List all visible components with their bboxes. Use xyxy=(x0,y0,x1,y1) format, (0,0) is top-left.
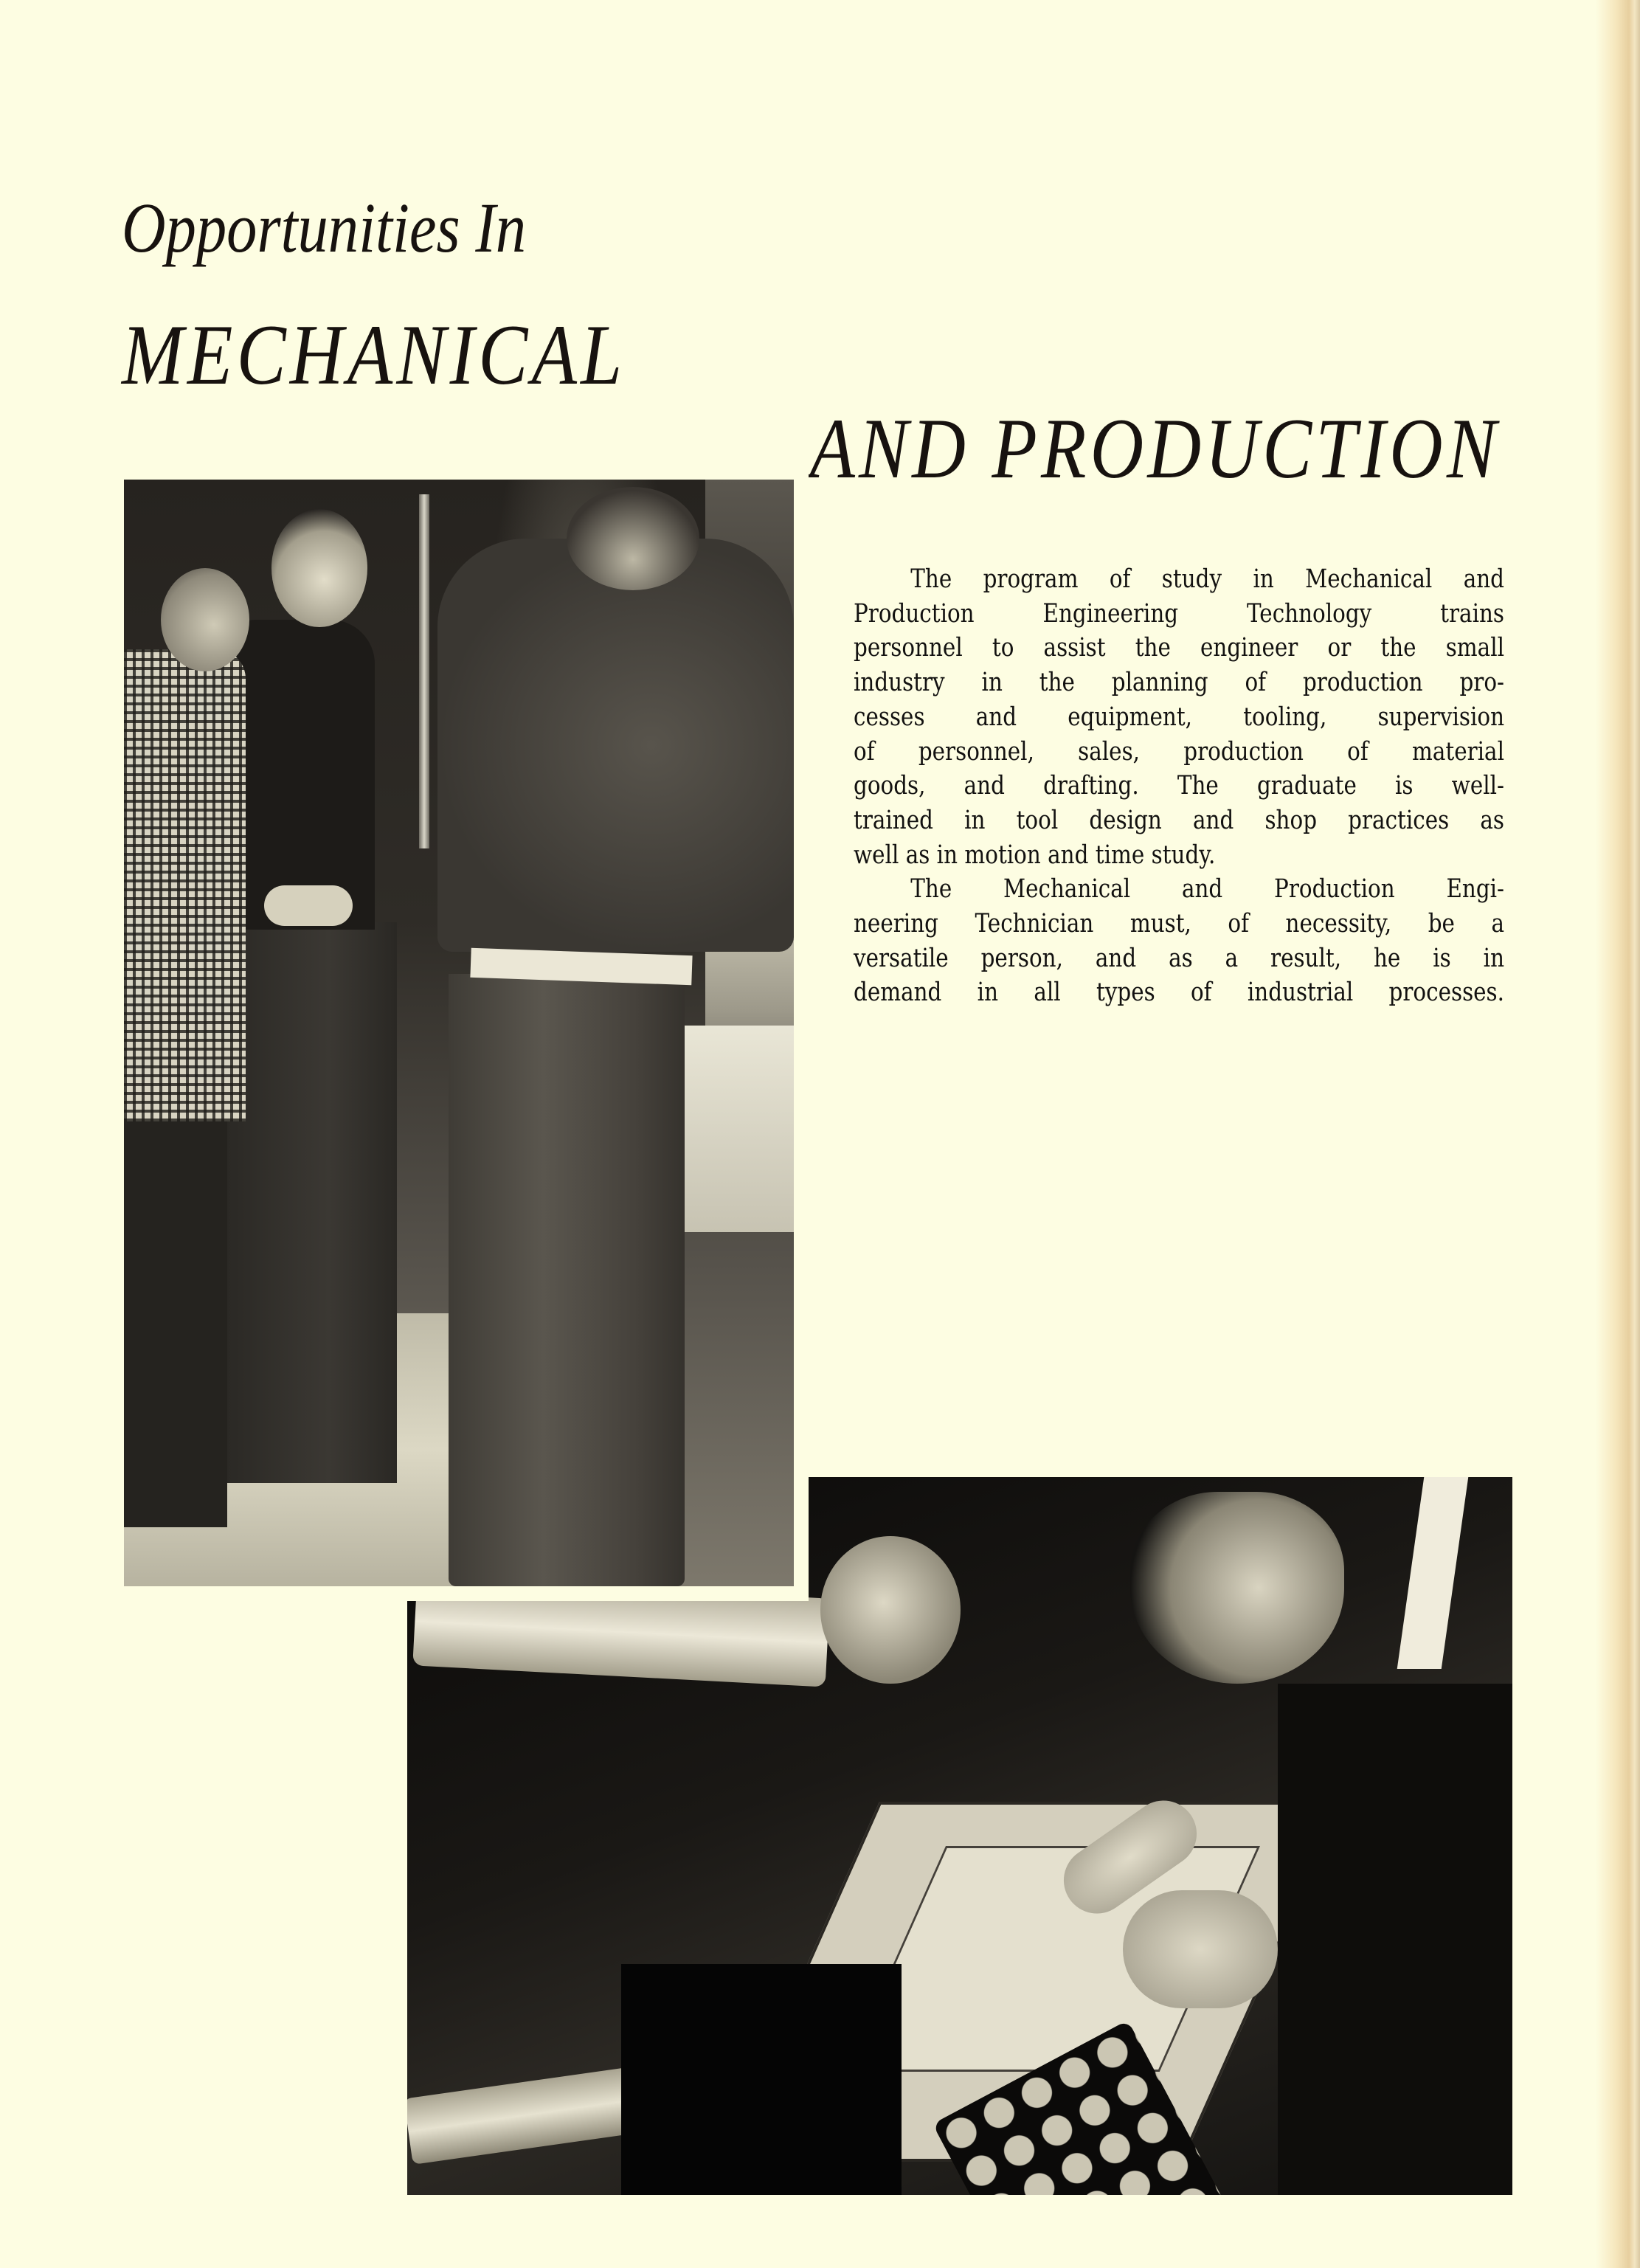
body-line: The Mechanical and Production Engi- xyxy=(910,874,1504,905)
man-middle-head xyxy=(271,509,367,627)
body-line: The program of study in Mechanical and xyxy=(910,564,1504,594)
man-right-legs xyxy=(449,974,685,1586)
machine-bench xyxy=(668,1026,794,1232)
title-line-and-production: AND PRODUCTION xyxy=(809,401,1500,497)
body-line: personnel to assist the engineer or the small xyxy=(854,633,1504,663)
body-line: Production Engineering Technology trains xyxy=(854,598,1504,629)
body-line: versatile person, and as a result, he is in xyxy=(854,943,1504,973)
man-right-sweater xyxy=(437,539,794,952)
body-line: cesses and equipment, tooling, supervision xyxy=(854,702,1504,732)
body-line: demand in all types of industrial processes. xyxy=(854,978,1504,1008)
man-left-checked-shirt xyxy=(124,649,246,1121)
body-line: goods, and drafting. The graduate is well- xyxy=(854,771,1504,801)
drafting-lamp xyxy=(820,1536,961,1684)
machine-pole xyxy=(419,494,429,848)
man-middle-legs xyxy=(227,922,397,1483)
body-line: of personnel, sales, production of material xyxy=(854,736,1504,767)
draftsman-head xyxy=(1130,1492,1344,1684)
title-line-mechanical: MECHANICAL xyxy=(122,308,626,404)
draftsman-arm xyxy=(1278,1684,1512,2195)
body-line: industry in the planning of production pro- xyxy=(854,668,1504,698)
body-line: well as in motion and time study. xyxy=(854,840,1216,870)
page-edge-shading xyxy=(1596,0,1640,2268)
dark-box xyxy=(621,1964,902,2195)
body-text xyxy=(854,562,1504,1010)
man-right-head xyxy=(567,487,699,590)
draftsman-hand-pen xyxy=(1123,1890,1278,2008)
body-line: trained in tool design and shop practices as xyxy=(854,805,1504,835)
machine-shop-photo xyxy=(124,480,794,1586)
title-line-opportunities: Opportunities In xyxy=(122,188,527,268)
man-left-head xyxy=(161,568,249,671)
man-middle-hands xyxy=(264,885,353,926)
body-line: neering Technician must, of necessity, be a xyxy=(854,909,1504,939)
man-left-legs xyxy=(124,1114,227,1527)
